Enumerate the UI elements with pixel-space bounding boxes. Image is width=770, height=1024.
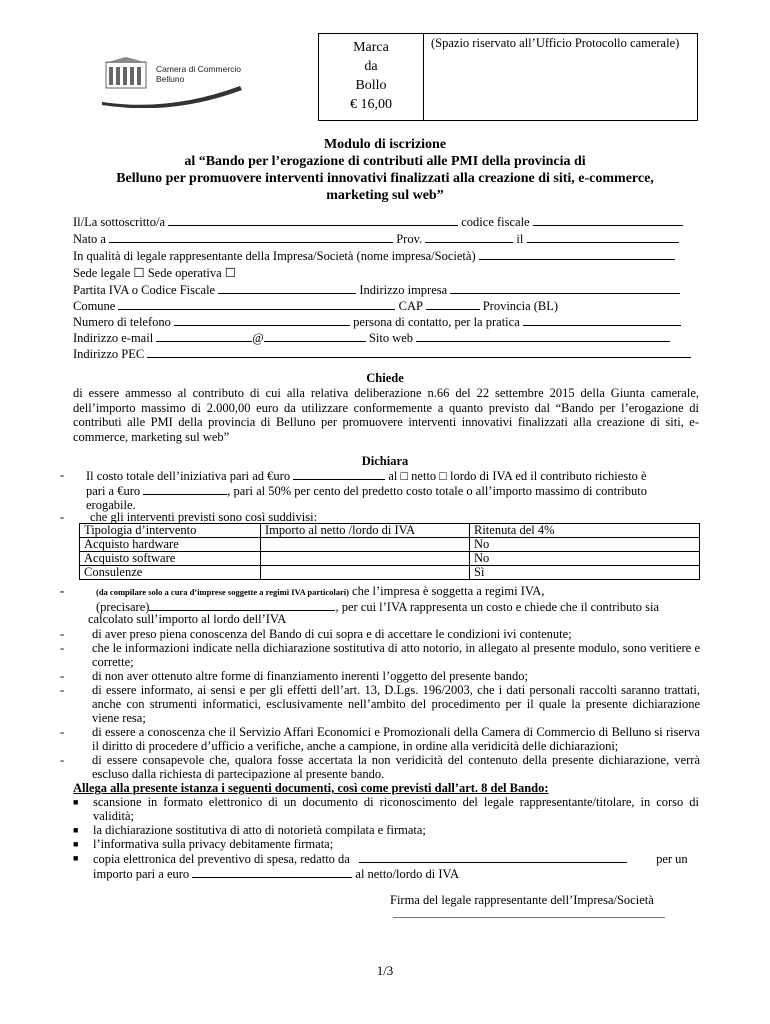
- label-comune: Comune: [73, 299, 116, 313]
- label-codice-fiscale: codice fiscale: [461, 215, 530, 229]
- dash-icon: -: [60, 753, 65, 767]
- costo-label-c: pari a €uro: [86, 484, 141, 498]
- input-persona-contatto[interactable]: [523, 314, 681, 326]
- input-data-nascita[interactable]: [527, 231, 679, 243]
- label-sito: Sito web: [368, 331, 414, 345]
- label-nato-a: Nato a: [73, 232, 106, 246]
- input-regime-iva[interactable]: [149, 599, 335, 611]
- label-pec: Indirizzo PEC: [73, 347, 145, 361]
- table-cell: Consulenze: [80, 566, 261, 580]
- marca-line: € 16,00: [350, 97, 392, 112]
- iva-item: [60, 584, 700, 614]
- field-row-comune: [73, 298, 699, 314]
- input-sottoscritto[interactable]: [168, 214, 458, 226]
- costo-label-e: erogabile.: [86, 498, 136, 512]
- input-nato-a[interactable]: [109, 231, 393, 243]
- declaration-item: [60, 753, 700, 781]
- table-header-row: [80, 524, 700, 538]
- iva-text1: che l’impresa è soggetta a regimi IVA,: [348, 584, 545, 598]
- logo-text: [156, 64, 241, 84]
- firma-label: Firma del legale rappresentante dell’Impresa/Società: [390, 893, 654, 907]
- label-sottoscritto: Il/La sottoscritto/a: [73, 215, 165, 229]
- square-bullet-icon: ■: [73, 853, 79, 863]
- allega-text: l’informativa sulla privacy debitamente firmata;: [93, 837, 334, 851]
- interventi-item: [60, 510, 700, 524]
- allega-item: [73, 795, 699, 823]
- allega-item: [73, 837, 699, 851]
- label-prov: Prov.: [396, 232, 423, 246]
- field-row-sede: [73, 265, 699, 281]
- chiede-text: di essere ammesso al contributo di cui alla relativa deliberazione n.66 del 22 settembre 2015 della Giunta camerale, dell’importo massimo di 2.000,00 euro da utilizzare conformemente a quanto previsto dal “Bando per l’erogazione di contributi alle PMI della provincia di Belluno per promuovere interventi innovativi finalizzati alla creazione di siti, e-commerce, marketing sul web”: [73, 386, 699, 444]
- declaration-text: di essere a conoscenza che il Servizio Affari Economici e Promozionali della Camera di Commercio di Belluno si riserva il diritto di procedere d’ufficio a verifiche, anche a campione, in ordine alla veridicità delle dichiarazioni;: [92, 725, 700, 753]
- table-cell: Acquisto software: [80, 552, 261, 566]
- input-cap[interactable]: [426, 298, 480, 310]
- input-contributo[interactable]: [143, 483, 227, 495]
- preventivo-label-d: al netto/lordo di IVA: [355, 867, 459, 881]
- input-comune[interactable]: [118, 298, 395, 310]
- marca-line: Marca: [353, 40, 389, 55]
- chamber-logo: [100, 56, 250, 108]
- declaration-text: di essere consapevole che, qualora fosse accertata la non veridicità del contenuto della presente dichiarazione, verrà escluso dalla richiesta di partecipazione al presente bando.: [92, 753, 700, 781]
- protocol-space-label: (Spazio riservato all’Ufficio Protocollo camerale): [431, 36, 680, 50]
- label-email: Indirizzo e-mail: [73, 331, 154, 345]
- input-importo-preventivo[interactable]: [192, 866, 352, 878]
- declaration-text: di aver preso piena conoscenza del Bando di cui sopra e di accettare le condizioni ivi contenute;: [92, 627, 572, 641]
- dichiara-heading: Dichiara: [361, 454, 409, 468]
- label-telefono: Numero di telefono: [73, 315, 171, 329]
- marca-da-bollo: [319, 38, 423, 114]
- iva-small-note: (da compilare solo a cura d’imprese soggette a regimi IVA particolari): [96, 587, 349, 597]
- title-line: Modulo di iscrizione: [323, 137, 447, 152]
- importo-cell[interactable]: [261, 552, 470, 566]
- stamp-divider: [423, 34, 424, 120]
- dash-icon: -: [60, 725, 65, 739]
- form-title: [60, 136, 710, 204]
- dash-icon: -: [60, 627, 65, 641]
- table-cell: No: [470, 552, 700, 566]
- label-partita-iva: Partita IVA o Codice Fiscale: [73, 283, 216, 297]
- square-bullet-icon: ■: [73, 797, 79, 807]
- input-email-domain[interactable]: [264, 330, 366, 342]
- logo-line: Belluno: [156, 74, 185, 84]
- costo-label-d: , pari al 50% per cento del predetto costo totale o all’importo massimo di contributo: [227, 484, 647, 498]
- email-at: @: [252, 331, 264, 345]
- field-row-pec: [73, 346, 699, 362]
- importo-cell[interactable]: [261, 538, 470, 552]
- field-row-sottoscritto: [73, 214, 699, 230]
- field-row-qualita: [73, 248, 699, 264]
- dash-icon: -: [60, 468, 65, 482]
- table-cell: No: [470, 538, 700, 552]
- iva-text3: calcolato sull’importo al lordo dell’IVA: [88, 612, 287, 626]
- allega-item-preventivo: [73, 851, 699, 881]
- table-cell: Acquisto hardware: [80, 538, 261, 552]
- allega-text: la dichiarazione sostitutiva di atto di notorietà compilata e firmata;: [93, 823, 426, 837]
- chiede-heading: Chiede: [366, 371, 404, 385]
- table-cell: Sì: [470, 566, 700, 580]
- square-bullet-icon: ■: [73, 825, 79, 835]
- page-number: 1/3: [376, 963, 394, 978]
- iva-text2: , per cui l’IVA rappresenta un costo e chiede che il contributo sia: [335, 600, 660, 614]
- dash-icon: -: [60, 584, 65, 598]
- allega-heading: Allega alla presente istanza i seguenti documenti, così come previsti dall’art. 8 del Bando:: [73, 781, 549, 795]
- label-provincia: Provincia (BL): [482, 299, 559, 313]
- declaration-item: [60, 669, 700, 683]
- table-row: [80, 538, 700, 552]
- preventivo-label-a: copia elettronica del preventivo di spesa, redatto da: [93, 852, 350, 866]
- table-header: Ritenuta del 4%: [470, 524, 700, 538]
- interventi-table: [79, 523, 700, 580]
- costo-label-a: Il costo totale dell’iniziativa pari ad €uro: [86, 469, 291, 483]
- table-row: [80, 552, 700, 566]
- dash-icon: -: [60, 669, 65, 683]
- declaration-item: [60, 627, 700, 641]
- square-bullet-icon: ■: [73, 839, 79, 849]
- field-row-nascita: [73, 231, 699, 247]
- preventivo-label-b: per un: [656, 852, 688, 866]
- input-costo-totale[interactable]: [293, 468, 385, 480]
- dash-icon: -: [60, 641, 65, 655]
- costo-totale-item: [60, 468, 700, 512]
- input-nome-impresa[interactable]: [479, 248, 675, 260]
- declaration-item: [60, 641, 700, 669]
- label-il: il: [516, 232, 524, 246]
- label-indirizzo-impresa: Indirizzo impresa: [359, 283, 448, 297]
- declaration-item: [60, 725, 700, 753]
- marca-line: Bollo: [355, 78, 387, 93]
- field-row-telefono: [73, 314, 699, 330]
- allega-item: [73, 823, 699, 837]
- dash-icon: -: [60, 510, 65, 524]
- field-row-partita-iva: [73, 282, 699, 298]
- iva-precisare: (precisare): [96, 600, 150, 614]
- declaration-text: di non aver ottenuto altre forme di finanziamento inerenti l’oggetto del presente bando;: [92, 669, 528, 683]
- title-line: al “Bando per l’erogazione di contributi alle PMI della provincia di: [184, 154, 586, 169]
- input-prov[interactable]: [425, 231, 513, 243]
- input-redatto-da[interactable]: [359, 851, 627, 863]
- declaration-text: che le informazioni indicate nella dichiarazione sostitutiva di atto notorio, in allegato al presente modulo, sono veritiere e corrette;: [92, 641, 700, 669]
- input-pec[interactable]: [147, 346, 691, 358]
- input-sito[interactable]: [416, 330, 670, 342]
- sede-checkboxes[interactable]: Sede legale ☐ Sede operativa ☐: [73, 266, 236, 280]
- interventi-text: che gli interventi previsti sono così suddivisi:: [90, 510, 318, 524]
- table-row: [80, 566, 700, 580]
- importo-cell[interactable]: [261, 566, 470, 580]
- table-header: Importo al netto /lordo di IVA: [261, 524, 470, 538]
- label-cap: CAP: [398, 299, 423, 313]
- preventivo-label-c: importo pari a euro: [93, 867, 190, 881]
- title-line: Belluno per promuovere interventi innovativi finalizzati alla creazione di siti, e-commerce,: [116, 171, 654, 186]
- stamp-box: [318, 33, 698, 121]
- allega-text: scansione in formato elettronico di un documento di riconoscimento del legale rappresentante/titolare, in corso di validità;: [93, 795, 699, 823]
- label-persona-contatto: persona di contatto, per la pratica: [353, 315, 520, 329]
- field-row-email: [73, 330, 699, 346]
- label-qualita: In qualità di legale rappresentante della Impresa/Società (nome impresa/Società): [73, 249, 476, 263]
- signature-line[interactable]: [393, 917, 665, 918]
- costo-label-b: al □ netto □ lordo di IVA ed il contributo richiesto è: [388, 469, 647, 483]
- input-telefono[interactable]: [174, 314, 350, 326]
- marca-line: da: [364, 59, 378, 74]
- declaration-text: di essere informato, ai sensi e per gli effetti dell’art. 13, D.Lgs. 196/2003, che i dati personali raccolti saranno trattati, anche con strumenti informatici, esclusivamente nell’ambito del procedimento per il quale la presente dichiarazione viene resa;: [92, 683, 700, 725]
- input-indirizzo-impresa[interactable]: [450, 282, 680, 294]
- table-header: Tipologia d’intervento: [80, 524, 261, 538]
- input-partita-iva[interactable]: [218, 282, 356, 294]
- logo-line: Camera di Commercio: [156, 64, 242, 74]
- declaration-item: [60, 683, 700, 725]
- title-line: marketing sul web”: [326, 188, 444, 203]
- dash-icon: -: [60, 683, 65, 697]
- input-codice-fiscale[interactable]: [533, 214, 683, 226]
- input-email-user[interactable]: [156, 330, 252, 342]
